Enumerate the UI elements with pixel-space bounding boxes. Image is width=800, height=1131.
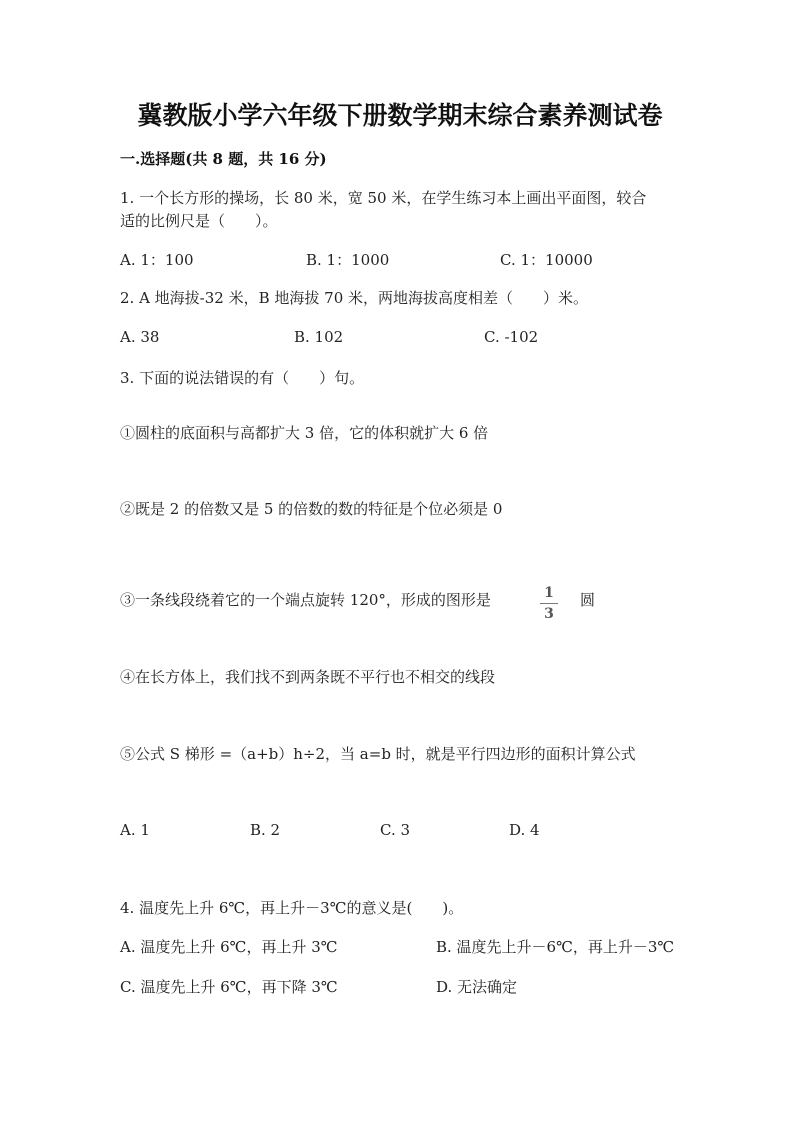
fraction-numerator: 1 (544, 585, 554, 601)
question-3-option-c: C. 3 (380, 821, 411, 839)
question-2-option-b: B. 102 (294, 328, 344, 346)
section-heading: 一.选择题(共 8 题，共 16 分) (120, 150, 327, 168)
question-4-option-b: B. 温度先上升－6℃，再上升－3℃ (436, 938, 675, 956)
question-1-line-1: 1. 一个长方形的操场，长 80 米，宽 50 米，在学生练习本上画出平面图，较合 (120, 189, 647, 207)
question-4-text: 4. 温度先上升 6℃，再上升－3℃的意义是( )。 (120, 899, 464, 917)
question-3-statement-5: ⑤公式 S 梯形 =（a+b）h÷2，当 a=b 时，就是平行四边形的面积计算公式 (120, 745, 636, 763)
fraction-denominator: 3 (544, 606, 554, 622)
question-3-statement-1: ①圆柱的底面积与高都扩大 3 倍，它的体积就扩大 6 倍 (120, 424, 489, 442)
question-3-statement-2: ②既是 2 的倍数又是 5 的倍数的数的特征是个位必须是 0 (120, 500, 503, 518)
question-2-option-c: C. -102 (484, 328, 539, 346)
question-3-statement-3-end: 圆 (580, 591, 596, 609)
question-4-option-d: D. 无法确定 (436, 978, 518, 996)
one-third-fraction (540, 585, 558, 622)
question-3-option-d: D. 4 (509, 821, 540, 839)
question-2-option-a: A. 38 (120, 328, 160, 346)
question-1-option-a: A. 1：100 (120, 251, 194, 269)
question-3-statement-4: ④在长方体上，我们找不到两条既不平行也不相交的线段 (120, 668, 496, 686)
page-title: 冀教版小学六年级下册数学期末综合素养测试卷 (137, 101, 663, 130)
question-3-statement-3: ③一条线段绕着它的一个端点旋转 120°，形成的图形是 (120, 591, 491, 609)
question-1-option-b: B. 1：1000 (306, 251, 390, 269)
question-3-text: 3. 下面的说法错误的有（ ）句。 (120, 369, 365, 387)
question-3-option-b: B. 2 (250, 821, 281, 839)
question-1-option-c: C. 1：10000 (500, 251, 593, 269)
question-2-text: 2. A 地海拔-32 米，B 地海拔 70 米，两地海拔高度相差（ ）米。 (120, 289, 589, 307)
fraction-bar (540, 603, 558, 604)
question-4-option-c: C. 温度先上升 6℃，再下降 3℃ (120, 978, 338, 996)
question-4-option-a: A. 温度先上升 6℃，再上升 3℃ (120, 938, 338, 956)
question-3-option-a: A. 1 (120, 821, 150, 839)
question-1-line-2: 适的比例尺是（ ）。 (120, 212, 278, 230)
